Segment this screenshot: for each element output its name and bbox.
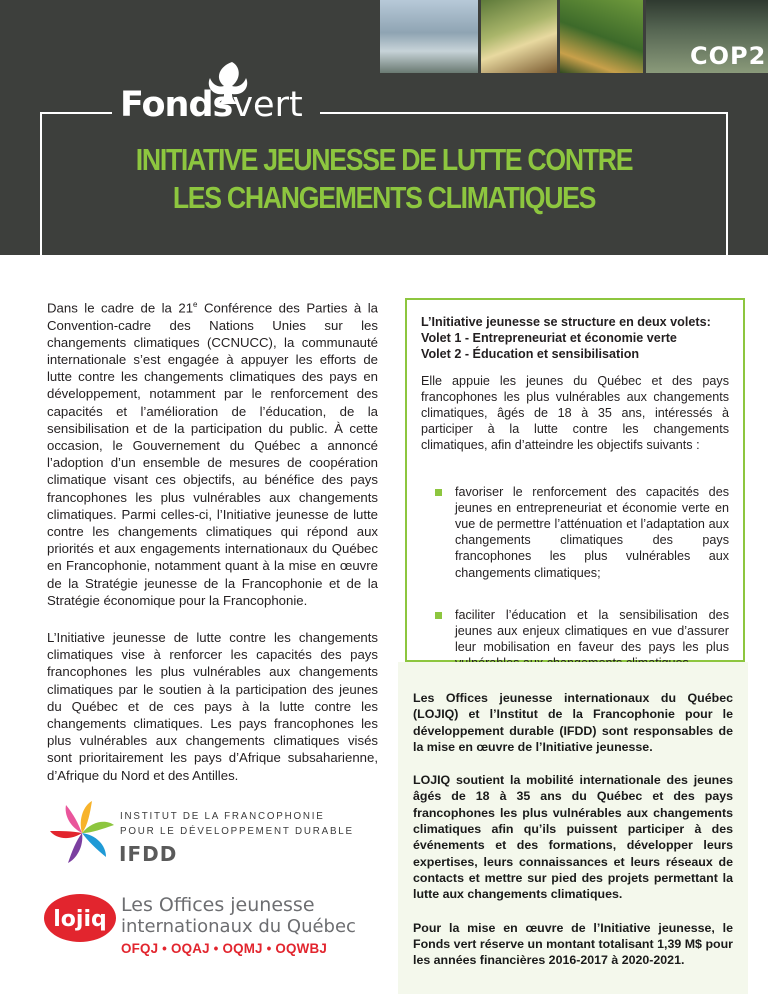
bullet-item: favoriser le renforcement des capacités des jeunes en entrepreneuriat et économie verte en vue de permettre l’atténuation et l’adaptation aux changements climatiques des pays francophones les plus vulnérables aux changements climatiques; <box>429 484 729 581</box>
partners-text <box>413 690 733 985</box>
lojiq-offices: OFQJ • OQAJ • OQMJ • OQWBJ <box>121 941 328 956</box>
lojiq-logo-icon <box>42 893 122 943</box>
photo-beekeeper <box>481 0 557 73</box>
title-line-1: INITIATIVE JEUNESSE DE LUTTE CONTRE <box>135 142 633 177</box>
photo-farmer <box>560 0 643 73</box>
lojiq-paragraph: LOJIQ soutient la mobilité internationale des jeunes âgés de 18 à 35 ans du Québec et des pays francophones les plus vulnérables aux changements climatiques afin qu’ils puissent participer à des événements et des formations, développer leurs expertises, leurs connaissances et leurs réseaux de contacts et mettre sur pied des projets permettant la lutte aux changements climatiques. <box>413 773 733 902</box>
bullet-item: faciliter l’éducation et la sensibilisation des jeunes aux enjeux climatiques en vue d’assurer leur mobilisation en faveur des pays les plus <box>429 607 729 672</box>
lojiq-name-line2: internationaux du Québec <box>121 916 356 937</box>
objective-paragraph: L’Initiative jeunesse de lutte contre les changements climatiques vise à renforcer les capacités des pays francophones les plus vulnérables aux changements climatiques par le soutien à la participation des jeunes du Québec et de ces pays à la lutte contre les changements climatiques. Les pays francophones les plus vulnérables aux changements climatiques visés sont prioritairement les pays d’Afrique subsaharienne, d’Afrique du Nord et des Antilles. <box>47 630 378 783</box>
header-banner <box>0 0 784 255</box>
photo-water-research <box>380 0 478 73</box>
intro-paragraph: Dans le cadre de la 21e Conférence des Parties à la Convention-cadre des Nations Unies sur les changements climatiques (CCNUCC), la communauté internationale s’est engagée à appuyer les efforts de lutte contre les changements climatiques des pays en développement, notamment par le renforcement des capacités et l’amélioration de l’éducation, de la sensibilisation et de la participation du public. À cette occasion, le Gouvernement du Québec a annoncé l’adoption d’un ensemble de mesures de coopération climatique visant ces objectifs, au bénéfice des pays francophones les plus vulnérables aux changements climatiques. Parmi celles-ci, l’Initiative jeunesse de lutte contre les changements climatiques qui répond aux priorités et aux engagements internationaux du Québec en Francophonie, notamment quant à la mise en œuvre de la Stratégie jeunesse de la Francophonie et de la Stratégie économique pour la Francophonie. <box>47 300 378 608</box>
svg-text:lojiq: lojiq <box>53 907 107 932</box>
page-title <box>88 141 680 217</box>
ifdd-acronym: IFDD <box>119 842 178 866</box>
partners-paragraph: Les Offices jeunesse internationaux du Québec (LOJIQ) et l’Institut de la Francophonie pour le développement durable (IFDD) sont responsables de la mise en œuvre de l’Initiative jeunesse. <box>413 691 733 754</box>
volets-text: Elle appuie les jeunes du Québec et des pays francophones les plus vulnérables aux changements climatiques, âgés de 18 à 35 ans, intéressés à participer à la lutte contre les changements climatiques, afin d’atteindre les objectifs suivants : <box>421 373 729 453</box>
title-line-2: LES CHANGEMENTS CLIMATIQUES <box>172 180 596 215</box>
ifdd-name-line1: INSTITUT DE LA FRANCOPHONIE <box>120 811 325 822</box>
photo-strip <box>380 0 784 73</box>
fondsvert-logo: Fondsvert <box>120 85 303 125</box>
lojiq-name-line1: Les Offices jeunesse <box>121 894 315 916</box>
ifdd-name-line2: POUR LE DÉVELOPPEMENT DURABLE <box>120 826 354 837</box>
volets-box <box>405 298 745 662</box>
volets-heading: L’Initiative jeunesse se structure en deux volets: Volet 1 - Entrepreneuriat et économie verte Volet 2 - Éducation et sensibilisation <box>421 315 711 362</box>
cop21-sign: COP21 <box>690 42 784 70</box>
left-column <box>47 296 378 804</box>
funding-paragraph: Pour la mise en œuvre de l’Initiative jeunesse, le Fonds vert réserve un montant totalisant 1,39 M$ pour les années financières 2016-2017 à 2020-2021. <box>413 920 733 968</box>
